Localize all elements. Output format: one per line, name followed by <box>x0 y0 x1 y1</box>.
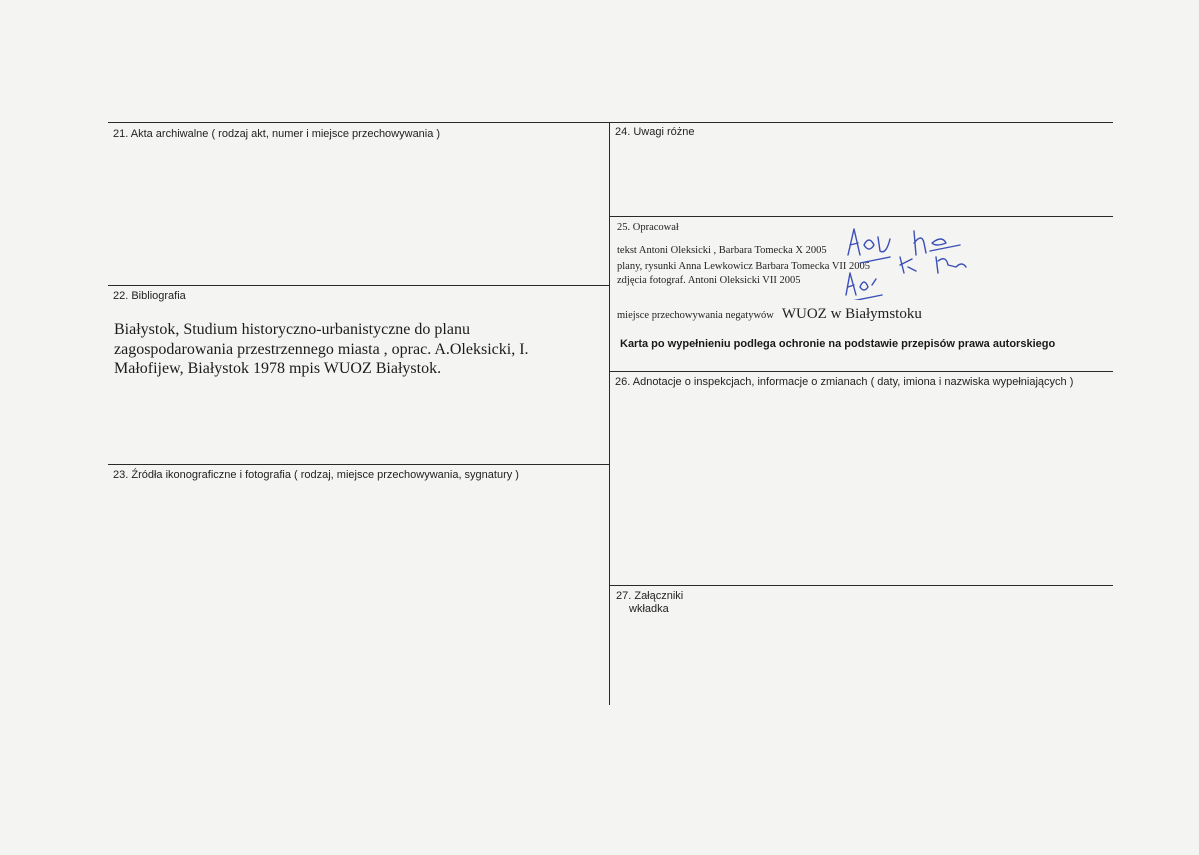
rule-22 <box>108 285 609 286</box>
bibliography-text: Białystok, Studium historyczno-urbanistyczne do planu zagospodarowania przestrzennego miasta , oprac. A.Oleksicki, I. Małofijew, Białystok 1978 mpis WUOZ Białystok. <box>114 321 529 377</box>
rule-26 <box>609 371 1113 372</box>
negatives-storage-label: miejsce przechowywania negatywów <box>617 310 774 321</box>
section-22-label: 22. Bibliografia <box>113 290 186 302</box>
attachment-item: wkładka <box>629 603 669 615</box>
center-divider <box>609 122 610 705</box>
author-plans-line: plany, rysunki Anna Lewkowicz Barbara Tomecka VII 2005 <box>617 261 871 272</box>
section-24-label: 24. Uwagi różne <box>615 126 695 138</box>
rule-27 <box>609 585 1113 586</box>
negatives-storage <box>617 306 922 323</box>
section-26-label: 26. Adnotacje o inspekcjach, informacje o zmianach ( daty, imiona i nazwiska wypełniających ) <box>615 376 1074 388</box>
handwritten-signatures <box>838 215 988 300</box>
author-text-line: tekst Antoni Oleksicki , Barbara Tomecka X 2005 <box>617 245 827 256</box>
section-21-label: 21. Akta archiwalne ( rodzaj akt, numer i miejsce przechowywania ) <box>113 128 441 140</box>
section-25-label: 25. Opracował <box>617 222 679 233</box>
negatives-storage-value: WUOZ w Białymstoku <box>781 306 922 322</box>
section-27-label: 27. Załączniki <box>616 590 684 602</box>
section-23-label: 23. Źródła ikonograficzne i fotografia ( rodzaj, miejsce przechowywania, sygnatury ) <box>113 469 519 481</box>
author-photos-line: zdjęcia fotograf. Antoni Oleksicki VII 2005 <box>617 275 801 286</box>
copyright-notice: Karta po wypełnieniu podlega ochronie na podstawie przepisów prawa autorskiego <box>620 338 1056 350</box>
top-rule <box>108 122 1113 123</box>
rule-23 <box>108 464 609 465</box>
